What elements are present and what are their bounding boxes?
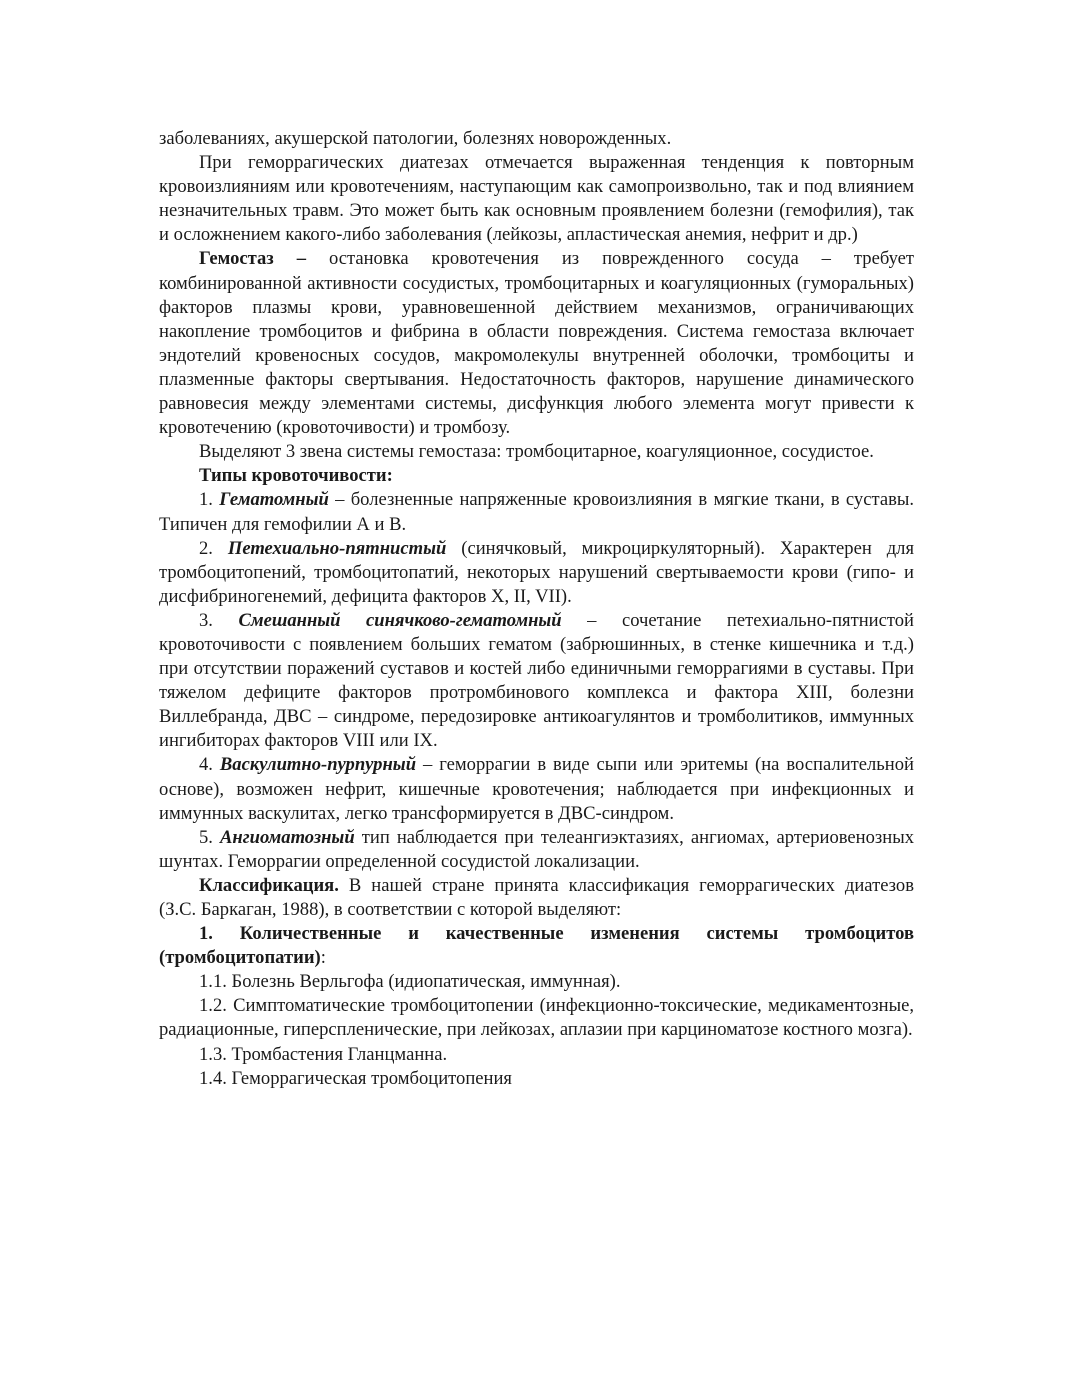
type-name: Петехиально-пятнистый (227, 537, 447, 559)
classification-item-1-1 (159, 970, 914, 994)
item-text: (синячковый, микроциркуляторный). Характерен для тромбоцитопений, тромбоцитопатий, некоторых нарушений свертываемости крови (гипо- и дисфибриногенемий, дефицита факторов X, II, VII). (159, 537, 915, 607)
paragraph-classification (159, 874, 914, 922)
item-number: 1. (199, 489, 220, 511)
list-item-type-3 (159, 609, 914, 754)
classification-item-1-4 (159, 1067, 914, 1091)
paragraph-hemostasis-links (159, 440, 914, 464)
item-text: – сочетание петехиально-пятнистой кровоточивости с появлением больших гематом (забрюшинных, в стенке кишечника и т.д.) при отсутствии поражений суставов и костей либо единичными геморрагиями в суставы. При тяжелом дефиците факторов протромбинового комплекса и фактора XIII, болезни Виллебранда, ДВС – синдроме, передозировке антикоагулянтов и тромболитиков, иммунных ингибиторах факторов VIII или IX. (159, 609, 914, 752)
paragraph-text: В нашей стране принята классификация геморрагических диатезов (З.С. Баркаган, 1988), в соответствии с которой выделяют: (159, 874, 914, 920)
item-text: 1.3. Тромбастения Гланцманна. (199, 1043, 448, 1065)
classification-group-1-heading (159, 922, 914, 970)
type-name: Смешанный синячково-гематомный (238, 609, 562, 631)
paragraph-text: остановка кровотечения из поврежденного сосуда – требует комбинированной активности сосудистых, тромбоцитарных и коагуляционных (гуморальных) факторов плазмы крови, уравновешенной действием механизмов, ограничивающих накопление тромбоцитов и фибрина в области повреждения. Система гемостаза включает эндотелий кровеносных сосудов, макромолекулы внутренней оболочки, тромбоциты и плазменные факторы свертывания. Недостаточность факторов, нарушение динамического равновесия между элементами системы, дисфункция любого элемента могут привести к кровотечению (кровоточивости) и тромбозу. (159, 248, 915, 439)
classification-item-1-3 (159, 1043, 914, 1067)
paragraph-hemorrhagic-diathesis (159, 151, 914, 247)
item-text: тип наблюдается при телеангиэктазиях, ангиомах, артериовенозных шунтах. Геморрагии определенной сосудистой локализации. (159, 826, 914, 872)
paragraph-text: Выделяют 3 звена системы гемостаза: тромбоцитарное, коагуляционное, сосудистое. (199, 441, 874, 463)
document-page (159, 127, 914, 1091)
list-item-type-2 (159, 537, 914, 609)
paragraph-continuation (159, 127, 914, 151)
term-classification: Классификация. (199, 874, 339, 896)
item-number: 2. (199, 537, 228, 559)
item-number: 3. (199, 609, 239, 631)
item-text: 1.4. Геморрагическая тромбоцитопения (199, 1067, 512, 1089)
paragraph-text: заболеваниях, акушерской патологии, болезнях новорожденных. (159, 128, 672, 149)
paragraph-text: При геморрагических диатезах отмечается выраженная тенденция к повторным кровоизлияниям или кровотечениям, наступающим как самопроизвольно, так и под влиянием незначительных травм. Это может быть как основным проявлением болезни (гемофилия), так и осложнением какого-либо заболевания (лейкозы, апластическая анемия, нефрит и др.) (159, 152, 914, 246)
group-heading: 1. Количественные и качественные изменения системы тромбоцитов (тромбоцитопатии) (159, 923, 914, 969)
item-number: 4. (199, 754, 220, 776)
type-name: Гематомный (219, 489, 329, 511)
item-number: 5. (199, 826, 221, 848)
term-hemostasis: Гемостаз – (199, 248, 307, 270)
item-text: – геморрагии в виде сыпи или эритемы (на воспалительной основе), возможен нефрит, кишечные кровотечения; наблюдается при инфекционных и иммунных васкулитах, легко трансформируется в ДВС-синдром. (159, 754, 914, 824)
classification-item-1-2 (159, 994, 914, 1042)
group-heading-colon: : (320, 947, 326, 969)
section-heading-bleeding-types: Типы кровоточивости: (199, 465, 393, 487)
list-item-type-1 (159, 488, 914, 536)
item-text: – болезненные напряженные кровоизлияния в мягкие ткани, в суставы. Типичен для гемофилии А и В. (159, 489, 915, 535)
item-text: 1.1. Болезнь Верльгофа (идиопатическая, иммунная). (199, 971, 621, 993)
type-name: Ангиоматозный (220, 826, 355, 848)
item-text: 1.2. Симптоматические тромбоцитопении (инфекционно-токсические, медикаментозные, радиационные, гиперспленические, при лейкозах, аплазии при карциноматозе костного мозга). (159, 995, 914, 1041)
list-item-type-4 (159, 753, 914, 825)
list-item-type-5 (159, 826, 914, 874)
type-name: Васкулитно-пурпурный (219, 754, 417, 776)
paragraph-hemostasis (159, 247, 914, 440)
